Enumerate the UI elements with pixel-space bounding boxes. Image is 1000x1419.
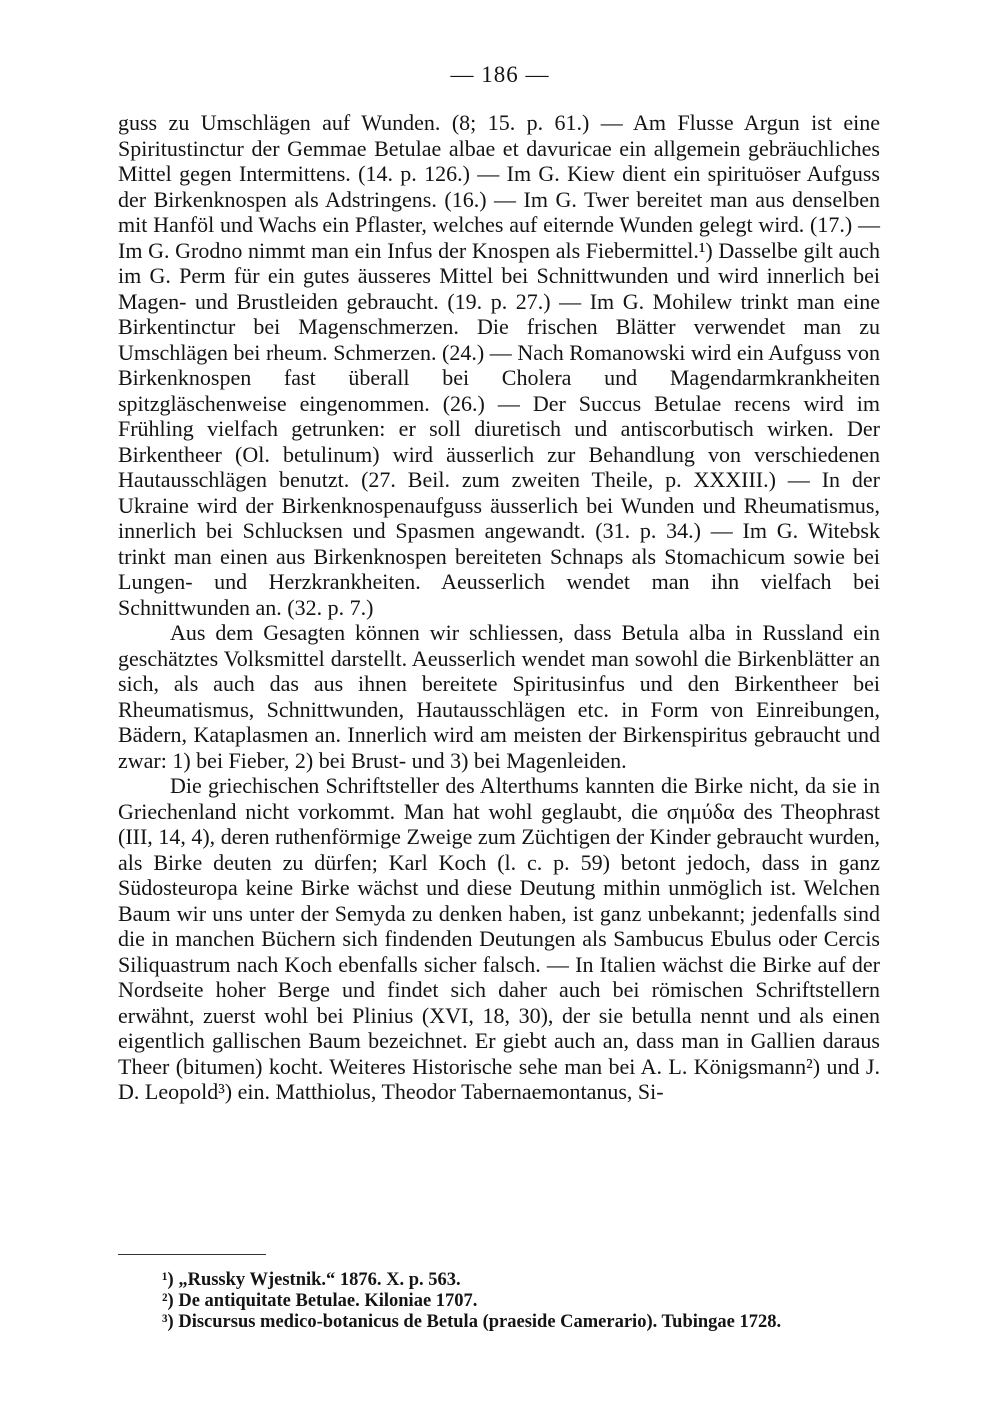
footnote-3: ³) Discursus medico-botanicus de Betula (praeside Camerario). Tubingae 1728. <box>162 1312 782 1332</box>
footnote-2: ²) De antiquitate Betulae. Kiloniae 1707. <box>162 1291 478 1311</box>
footnotes <box>118 1270 880 1333</box>
footnote-1: ¹) „Russky Wjestnik.“ 1876. X. p. 563. <box>162 1270 461 1290</box>
paragraph-1: guss zu Umschlägen auf Wunden. (8; 15. p. 61.) — Am Flusse Argun ist eine Spiritustinctur der Gemmae Betulae albae et davuricae ein allgemein gebräuchliches Mittel gegen Intermittens. (14. p. 126.) — Im G. Kiew dient ein spirituöser Aufguss der Birkenknospen als Adstringens. (16.) — Im G. Twer bereitet man aus denselben mit Hanföl und Wachs ein Pflaster, welches auf eiternde Wunden gelegt wird. (17.) — Im G. Grodno nimmt man ein Infus der Knospen als Fiebermittel.¹) Dasselbe gilt auch im G. Perm für ein gutes äusseres Mittel bei Schnittwunden und wird innerlich bei Magen- und Brustleiden gebraucht. (19. p. 27.) — Im G. Mohilew trinkt man eine Birkentinctur bei Magenschmerzen. Die frischen Blätter verwendet man zu Umschlägen bei rheum. Schmerzen. (24.) — Nach Romanowski wird ein Aufguss von Birkenknospen fast überall bei Cholera und Magendarmkrankheiten spitzgläschenweise eingenommen. (26.) — Der Succus Betulae recens wird im Frühling vielfach getrunken: er soll diuretisch und antiscorbutisch wirken. Der Birkentheer (Ol. betulinum) wird äusserlich zur Behandlung von verschiedenen Hautausschlägen benutzt. (27. Beil. zum zweiten Theile, p. XXXIII.) — In der Ukraine wird der Birkenknospenaufguss äusserlich bei Wunden und Rheumatismus, innerlich bei Schlucksen und Spasmen angewandt. (31. p. 34.) — Im G. Witebsk trinkt man einen aus Birkenknospen bereiteten Schnaps als Stomachicum sowie bei Lungen- und Herzkrankheiten. Aeusserlich wendet man ihn vielfach bei Schnittwunden an. (32. p. 7.) <box>118 110 880 620</box>
paragraph-3: Die griechischen Schriftsteller des Alterthums kannten die Birke nicht, da sie in Griechenland nicht vorkommt. Man hat wohl geglaubt, die σημύδα des Theophrast (III, 14, 4), deren ruthenförmige Zweige zum Züchtigen der Kinder gebraucht wurden, als Birke deuten zu dürfen; Karl Koch (l. c. p. 59) betont jedoch, dass in ganz Südosteuropa keine Birke wächst und diese Deutung mithin unmöglich ist. Welchen Baum wir uns unter der Semyda zu denken haben, ist ganz unbekannt; jedenfalls sind die in manchen Büchern sich findenden Deutungen als Sambucus Ebulus oder Cercis Siliquastrum nach Koch ebenfalls sicher falsch. — In Italien wächst die Birke auf der Nordseite hoher Berge und findet sich daher auch bei römischen Schriftstellern erwähnt, zuerst wohl bei Plinius (XVI, 18, 30), der sie betulla nennt und als einen eigentlich gallischen Baum bezeichnet. Er giebt auch an, dass man in Gallien daraus Theer (bitumen) kocht. Weiteres Historische sehe man bei A. L. Königsmann²) und J. D. Leopold³) ein. Matthiolus, Theodor Tabernaemontanus, Si- <box>118 773 880 1104</box>
paragraph-2: Aus dem Gesagten können wir schliessen, dass Betula alba in Russland ein geschätztes Volksmittel darstellt. Aeusserlich wendet man sowohl die Birkenblätter an sich, als auch das aus ihnen bereitete Spiritusinfus und den Birkentheer bei Rheumatismus, Schnittwunden, Hautausschlägen etc. in Form von Einreibungen, Bädern, Kataplasmen an. Innerlich wird am meisten der Birkenspiritus gebraucht und zwar: 1) bei Fieber, 2) bei Brust- und 3) bei Magenleiden. <box>118 620 880 773</box>
main-text <box>118 110 880 1105</box>
page-number: — 186 — <box>450 62 550 87</box>
footnote-separator <box>118 1254 266 1255</box>
